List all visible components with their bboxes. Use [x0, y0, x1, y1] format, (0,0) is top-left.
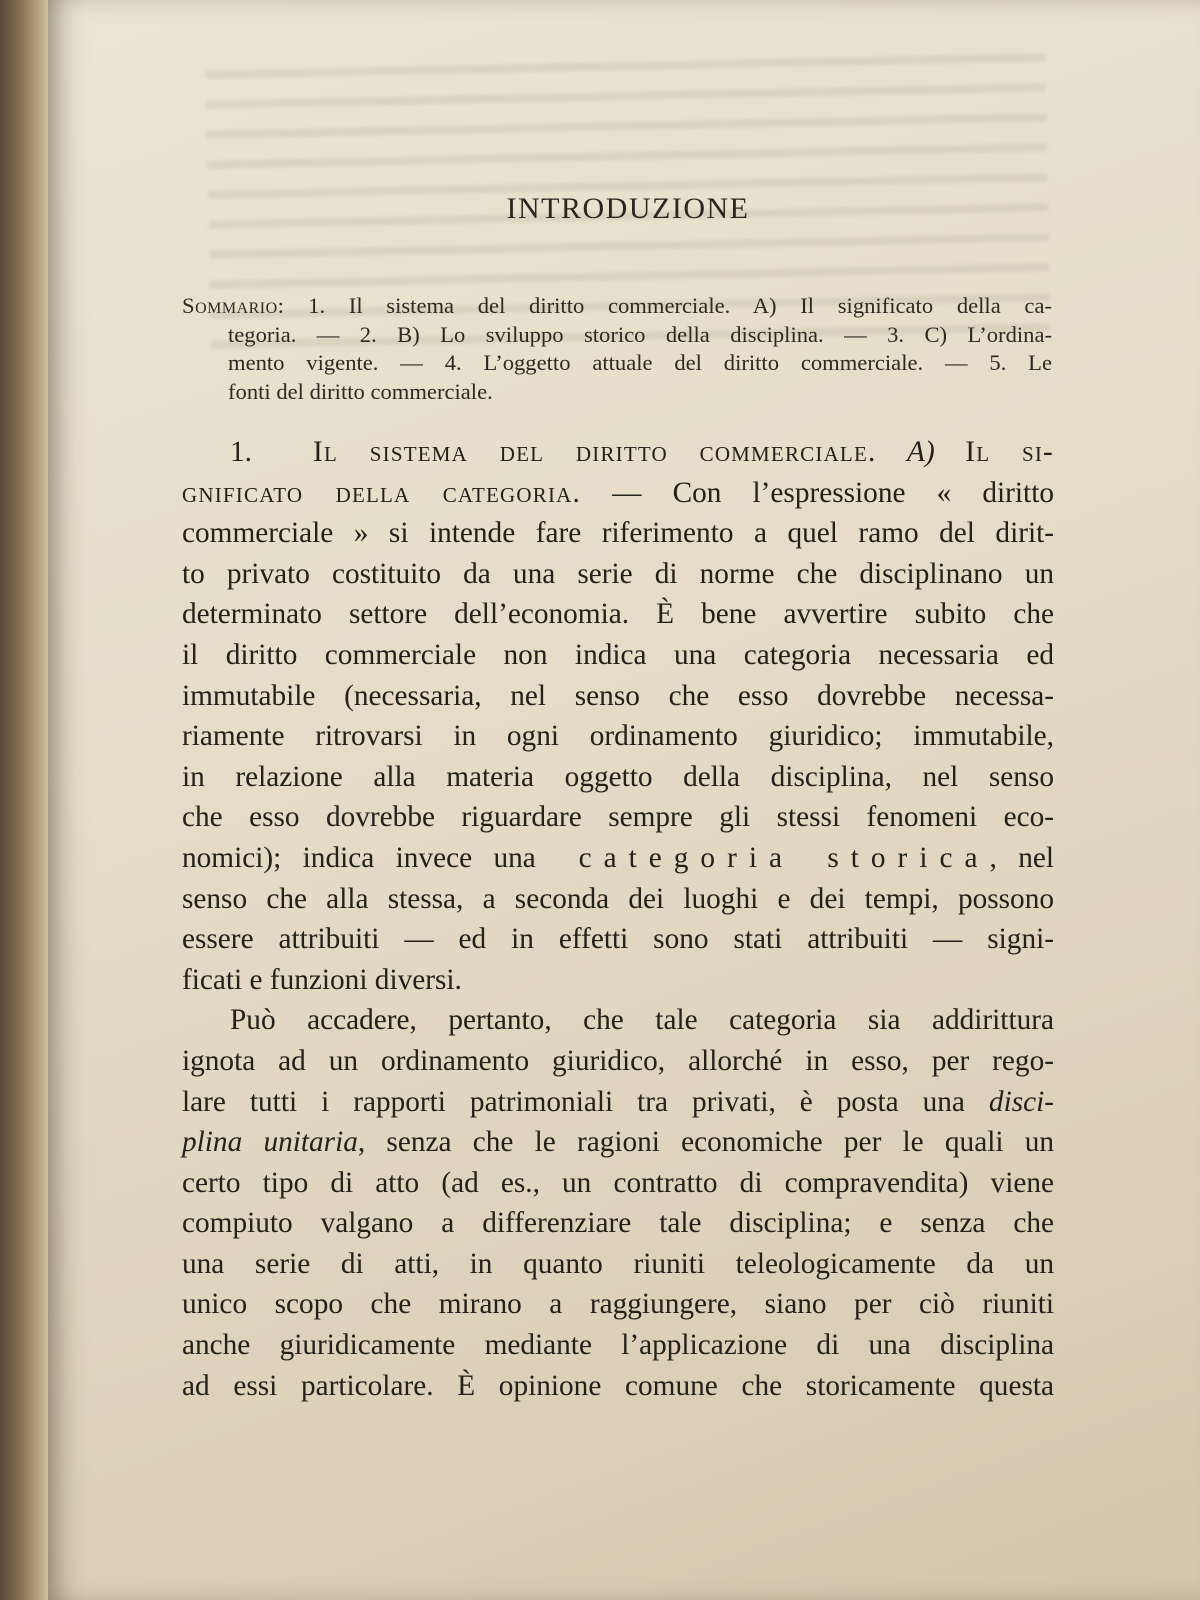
chapter-summary	[182, 292, 1052, 406]
em-dash: —	[612, 476, 642, 509]
text-span: nomici); indica invece una	[182, 841, 536, 874]
text-line	[182, 838, 1054, 879]
text-span: , nel	[989, 841, 1054, 874]
text-line: essere attribuiti — ed in effetti sono stati attribuiti — signi-	[182, 923, 1054, 956]
chapter-title: INTRODUZIONE	[506, 192, 750, 225]
text-line: anche giuridicamente mediante l’applicazione di una disciplina	[182, 1329, 1054, 1362]
spaced-emphasis: categoria storica	[578, 841, 990, 874]
text-line: ficati e funzioni diversi.	[182, 963, 462, 996]
text-line: compiuto valgano a differenziare tale disciplina; e senza che	[182, 1207, 1054, 1240]
section-heading-line	[182, 432, 1054, 473]
summary-line: mento vigente. — 4. L’oggetto attuale del diritto commerciale. — 5. Le	[228, 350, 1052, 375]
summary-line: tegoria. — 2. B) Lo sviluppo storico della disciplina. — 3. C) L’ordina-	[228, 321, 1052, 347]
text-line: certo tipo di atto (ad es., un contratto di compravendita) viene	[182, 1166, 1054, 1199]
text-line: to privato costituito da una serie di norme che disciplinano un	[182, 557, 1054, 590]
summary-line: fonti del diritto commerciale.	[228, 378, 493, 404]
text-line: ad essi particolare. È opinione comune che storicamente questa	[182, 1369, 1054, 1402]
text-line: Può accadere, pertanto, che tale categoria sia addirittura	[230, 1004, 1054, 1037]
text-line: in relazione alla materia oggetto della disciplina, nel senso	[182, 760, 1054, 793]
text-line: ignota ad un ordinamento giuridico, allorché in esso, per rego-	[182, 1044, 1054, 1077]
text-line: il diritto commerciale non indica una categoria necessaria ed	[182, 638, 1054, 671]
section-subtitle-cont: gnificato della categoria.	[182, 476, 582, 509]
book-spine-shadow	[0, 0, 48, 1600]
section-subtitle: Il si-	[965, 436, 1054, 468]
section-title: Il sistema del diritto commerciale.	[313, 436, 877, 468]
text-line: immutabile (necessaria, nel senso che esso dovrebbe necessa-	[182, 679, 1054, 712]
book-page	[48, 0, 1200, 1600]
summary-label: Sommario:	[182, 293, 285, 318]
text-line: una serie di atti, in quanto riuniti teleologicamente da un	[182, 1247, 1054, 1280]
text-line: determinato settore dell’economia. È bene avvertire subito che	[182, 598, 1054, 631]
text-line	[182, 473, 1054, 514]
text-span: , senza che le ragioni economiche per le quali un	[357, 1126, 1055, 1159]
summary-line: 1. Il sistema del diritto commerciale. A) Il significato della ca-	[308, 293, 1052, 318]
text-span: Con l’espressione « diritto	[672, 476, 1054, 509]
text-line: unico scopo che mirano a raggiungere, siano per ciò riuniti	[182, 1288, 1054, 1321]
italic-text: disci-	[988, 1085, 1055, 1118]
text-line: commerciale » si intende fare riferimento a quel ramo del dirit-	[182, 517, 1054, 550]
italic-text: plina unitaria	[182, 1126, 358, 1159]
text-line: che esso dovrebbe riguardare sempre gli stessi fenomeni eco-	[182, 801, 1054, 834]
text-line: riamente ritrovarsi in ogni ordinamento giuridico; immutabile,	[182, 720, 1054, 753]
text-line	[182, 1082, 1054, 1123]
text-line: senso che alla stessa, a seconda dei luoghi e dei tempi, possono	[182, 882, 1054, 915]
text-line	[182, 1122, 1054, 1163]
body-text	[182, 432, 1054, 1406]
section-number: 1.	[230, 436, 252, 468]
section-letter: A)	[907, 436, 935, 468]
text-span: lare tutti i rapporti patrimoniali tra privati, è posta una	[182, 1085, 965, 1118]
